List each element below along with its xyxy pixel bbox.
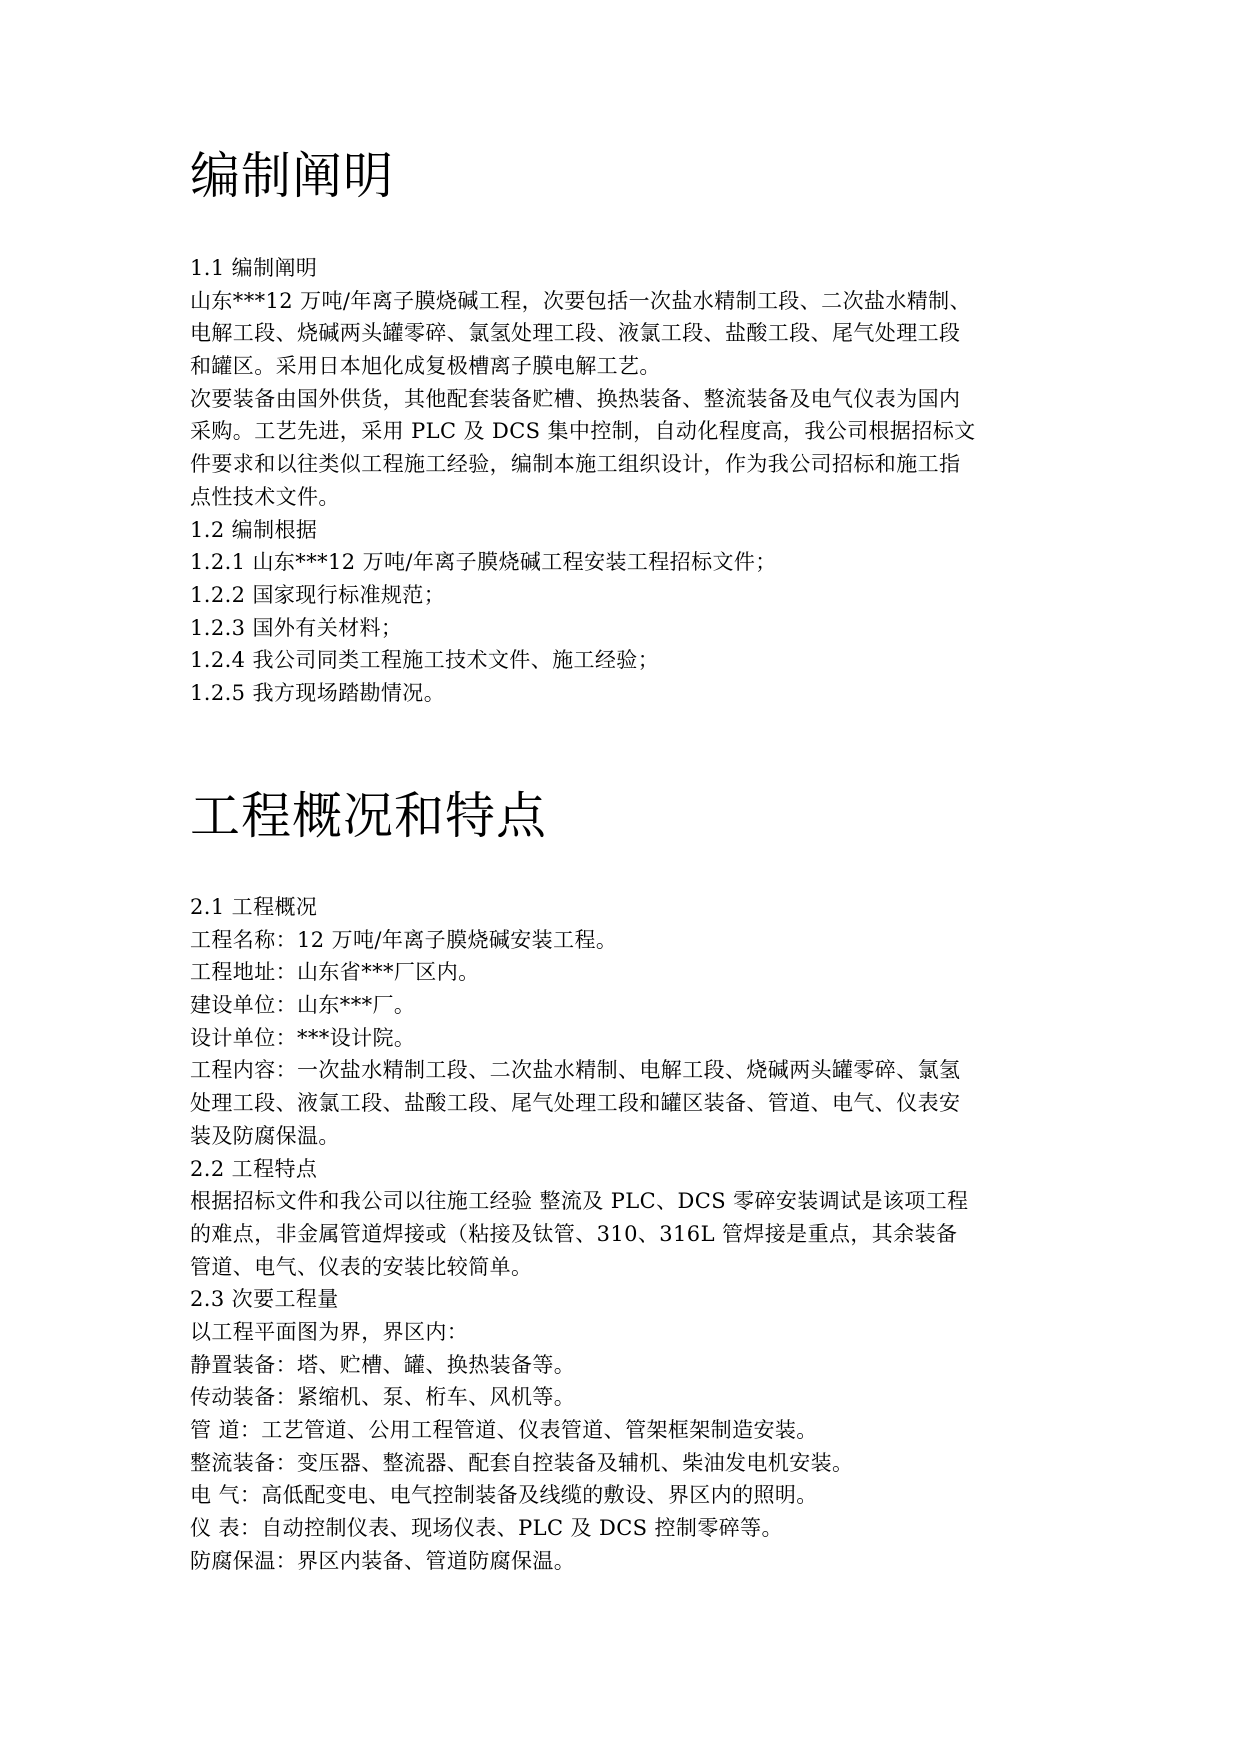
text-line: 管 道：工艺管道、公用工程管道、仪表管道、管架框架制造安装。 [190, 1418, 818, 1442]
section-title-preparation-notes: 编制阐明 [190, 147, 394, 205]
text-line: 1.2.5 我方现场踏勘情况。 [190, 680, 446, 705]
text-line: 整流装备：变压器、整流器、配套自控装备及辅机、柴油发电机安装。 [190, 1450, 854, 1475]
text-line: 电 气：高低配变电、电气控制装备及线缆的敷设、界区内的照明。 [190, 1483, 818, 1508]
section-title-project-overview: 工程概况和特点 [190, 787, 547, 845]
text-line: 传动装备：紧缩机、泵、桁车、风机等。 [190, 1385, 576, 1410]
text-line: 电解工段、烧碱两头罐零碎、氯氢处理工段、液氯工段、盐酸工段、尾气处理工段 [190, 321, 961, 346]
text-line: 装及防腐保温。 [190, 1123, 340, 1148]
text-line: 根据招标文件和我公司以往施工经验 整流及 PLC、DCS 零碎安装调试是该项工程 [190, 1189, 969, 1214]
section-body-project-overview [190, 891, 1090, 1577]
text-line: 和罐区。采用日本旭化成复极槽离子膜电解工艺。 [190, 354, 661, 379]
section-body-preparation-notes [190, 252, 1090, 710]
text-line: 采购。工艺先进，采用 PLC 及 DCS 集中控制，自动化程度高，我公司根据招标文 [190, 419, 976, 444]
text-line: 1.1 编制阐明 [190, 256, 318, 280]
text-line: 2.1 工程概况 [190, 895, 318, 919]
text-line: 的难点，非金属管道焊接或（粘接及钛管、310、316L 管焊接是重点，其余装备 [190, 1221, 958, 1246]
text-line: 1.2 编制根据 [190, 517, 318, 542]
text-line: 1.2.3 国外有关材料； [190, 615, 403, 640]
text-line: 仪 表：自动控制仪表、现场仪表、PLC 及 DCS 控制零碎等。 [190, 1516, 783, 1541]
text-line: 1.2.1 山东***12 万吨/年离子膜烧碱工程安装工程招标文件； [190, 550, 777, 575]
text-line: 2.3 次要工程量 [190, 1287, 339, 1312]
text-line: 防腐保温：界区内装备、管道防腐保温。 [190, 1548, 576, 1573]
text-line: 以工程平面图为界，界区内： [190, 1319, 469, 1344]
text-line: 次要装备由国外供货，其他配套装备贮槽、换热装备、整流装备及电气仪表为国内 [190, 386, 961, 411]
text-line: 设计单位：***设计院。 [190, 1025, 416, 1050]
text-line: 静置装备：塔、贮槽、罐、换热装备等。 [190, 1352, 576, 1377]
text-line: 件要求和以往类似工程施工经验，编制本施工组织设计，作为我公司招标和施工指 [190, 452, 961, 477]
text-line: 2.2 工程特点 [190, 1156, 318, 1181]
text-line: 处理工段、液氯工段、盐酸工段、尾气处理工段和罐区装备、管道、电气、仪表安 [190, 1091, 961, 1116]
text-line: 管道、电气、仪表的安装比较简单。 [190, 1254, 533, 1279]
text-line: 工程地址：山东省***厂区内。 [190, 960, 480, 985]
text-line: 1.2.4 我公司同类工程施工技术文件、施工经验； [190, 648, 660, 673]
text-line: 山东***12 万吨/年离子膜烧碱工程，次要包括一次盐水精制工段、二次盐水精制、 [190, 288, 971, 313]
text-line: 建设单位：山东***厂。 [190, 993, 416, 1018]
text-line: 点性技术文件。 [190, 484, 340, 509]
text-line: 工程内容：一次盐水精制工段、二次盐水精制、电解工段、烧碱两头罐零碎、氯氢 [190, 1058, 961, 1083]
text-line: 1.2.2 国家现行标准规范； [190, 582, 446, 607]
text-line: 工程名称：12 万吨/年离子膜烧碱安装工程。 [190, 927, 618, 952]
